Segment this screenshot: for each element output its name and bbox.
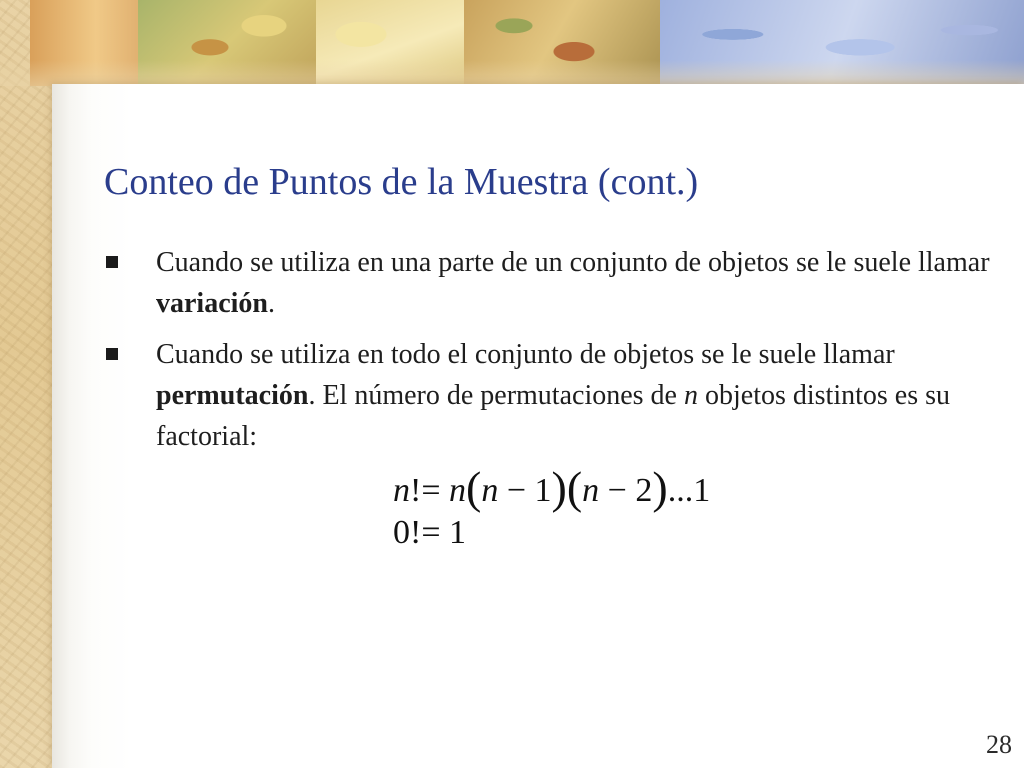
slide-title: Conteo de Puntos de la Muestra (cont.) bbox=[104, 161, 699, 203]
formula-term: ...1 bbox=[667, 472, 711, 509]
bullet-item-variacion bbox=[104, 242, 1004, 324]
square-bullet-icon bbox=[106, 348, 118, 360]
formula-term: − 2 bbox=[599, 472, 653, 509]
formula-var: n bbox=[481, 472, 499, 509]
formula-var: n bbox=[393, 472, 410, 509]
italic-variable-n: n bbox=[683, 380, 698, 411]
page-number: 28 bbox=[986, 730, 1012, 759]
bullet-text: . bbox=[268, 288, 275, 319]
bullet-text: Cuando se utiliza en todo el conjunto de objetos se le suele llamar bbox=[156, 339, 895, 370]
bold-term-permutacion: permutación bbox=[156, 380, 309, 411]
banner-fade bbox=[0, 60, 1024, 86]
formula-paren: ) bbox=[652, 462, 668, 513]
bullet-text: Cuando se utiliza en una parte de un conjunto de objetos se le suele llamar bbox=[156, 247, 990, 278]
formula-var: n bbox=[449, 472, 466, 509]
bullet-text: . El número de permutaciones de bbox=[308, 380, 684, 411]
factorial-formula bbox=[393, 459, 710, 512]
formula-paren: ( bbox=[466, 462, 482, 513]
header-collage-banner bbox=[0, 0, 1024, 86]
bullet-text: objetos distintos es su factorial: bbox=[156, 380, 950, 452]
bold-term-variacion: variación bbox=[156, 288, 268, 319]
formula-paren: ( bbox=[566, 462, 583, 513]
bullet-list bbox=[104, 242, 1004, 467]
formula-op: != bbox=[410, 472, 441, 509]
formula-term: − 1 bbox=[498, 472, 552, 509]
formula-var: n bbox=[582, 472, 600, 509]
zero-factorial-formula: 0!= 1 bbox=[393, 514, 466, 551]
bullet-item-permutacion bbox=[104, 334, 1004, 457]
square-bullet-icon bbox=[106, 256, 118, 268]
formula-paren: ) bbox=[551, 462, 567, 513]
